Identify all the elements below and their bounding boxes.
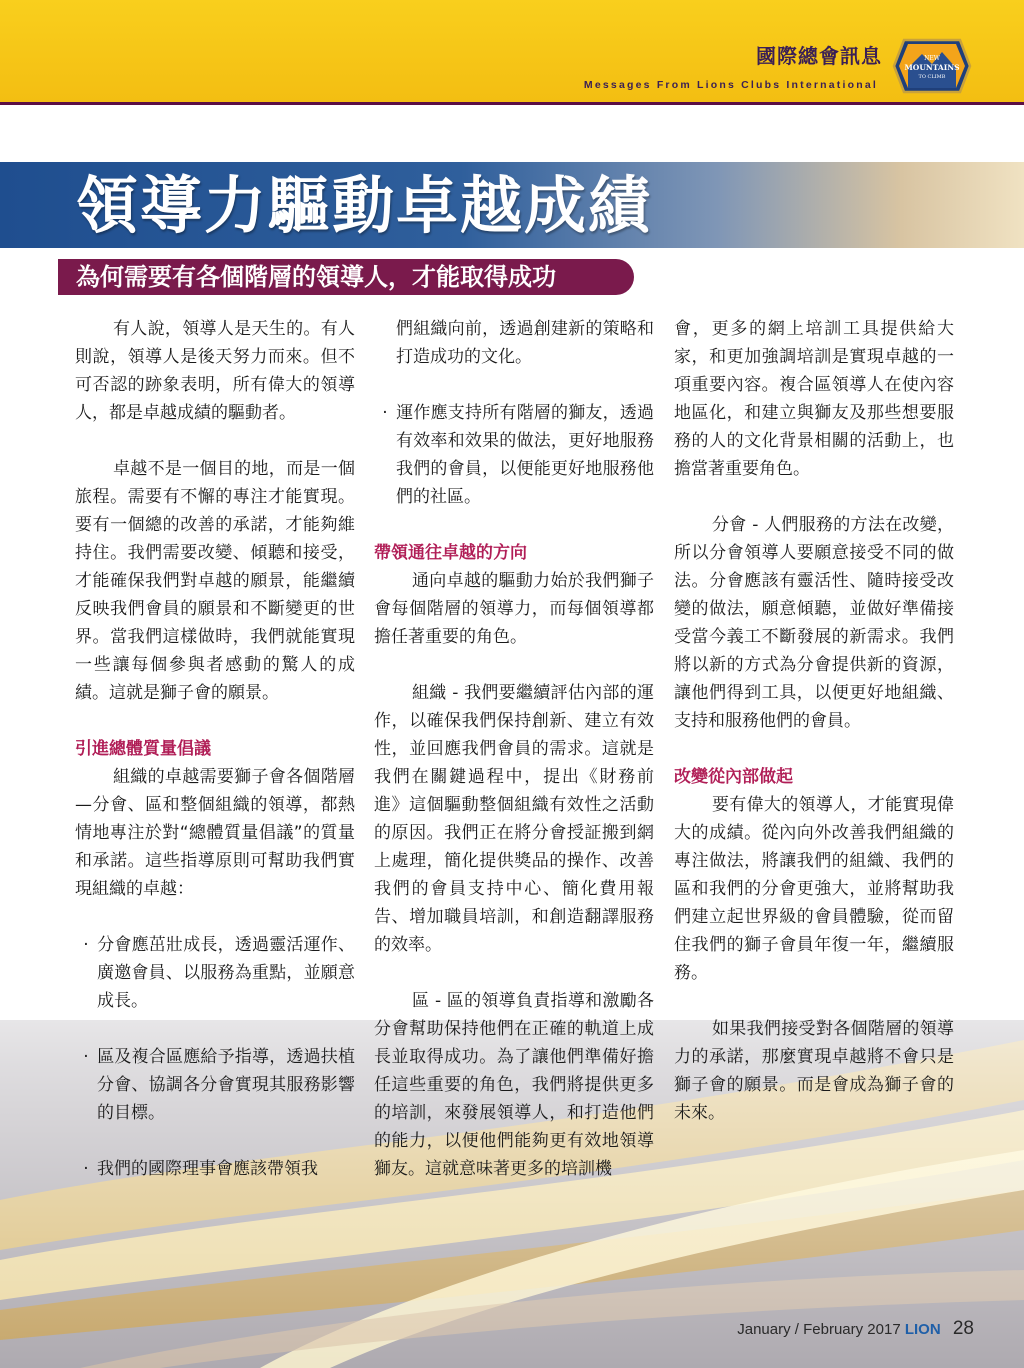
article-title: 領導力驅動卓越成績 xyxy=(76,169,653,242)
section-title: 國際總會訊息 xyxy=(756,44,882,68)
text-column-3 xyxy=(674,315,954,1127)
bullet-item: · 我們的國際理事會應該帶領我 xyxy=(75,1155,355,1183)
header-divider xyxy=(0,102,1024,105)
bullet-item: · 區及複合區應給予指導，透過扶植分會、協調各分會實現其服務影響的目標。 xyxy=(75,1043,355,1127)
new-mountains-to-climb-logo xyxy=(892,38,972,94)
paragraph: 卓越不是一個目的地，而是一個旅程。需要有不懈的專注才能實現。要有一個總的改善的承諾，才能夠維持住。我們需要改變、傾聽和接受，才能確保我們對卓越的願景，能繼續反映我們會員的願景和不斷變更的世界。當我們這樣做時，我們就能實現一些讓每個參與者感動的驚人的成績。這就是獅子會的願景。 xyxy=(75,459,355,703)
bullet-item: · 運作應支持所有階層的獅友，透過有效率和效果的做法，更好地服務我們的會員，以便能更好地服務他們的社區。 xyxy=(374,399,654,511)
paragraph: 通向卓越的驅動力始於我們獅子會每個階層的領導力，而每個領導都擔任著重要的角色。 xyxy=(374,571,654,647)
paragraph: 要有偉大的領導人，才能實現偉大的成績。從內向外改善我們組織的專注做法，將讓我們的組織、我們的區和我們的分會更強大，並將幫助我們建立起世界級的會員體驗，從而留住我們的獅子會員年復一年，繼續服務。 xyxy=(674,795,954,983)
paragraph: 組織的卓越需要獅子會各個階層—分會、區和整個組織的領導，都熱情地專注於對“總體質量倡議”的質量和承諾。這些指導原則可幫助我們實現組織的卓越： xyxy=(75,767,355,899)
paragraph: 會，更多的網上培訓工具提供給大家，和更加強調培訓是實現卓越的一項重要內容。複合區領導人在使內容地區化，和建立與獅友及那些想要服務的人的文化背景相關的活動上，也擔當著重要角色。 xyxy=(674,319,954,479)
section-heading: 帶領通往卓越的方向 xyxy=(374,543,527,563)
logo-text-2: MOUNTAINS xyxy=(904,63,960,72)
page-footer xyxy=(737,1318,974,1340)
paragraph: 有人說，領導人是天生的。有人則說，領導人是後天努力而來。但不可否認的跡象表明，所有偉大的領導人，都是卓越成績的驅動者。 xyxy=(75,319,355,423)
paragraph: 分會 - 人們服務的方法在改變，所以分會領導人要願意接受不同的做法。分會應該有靈活性、隨時接受改變的做法，願意傾聽，並做好準備接受當今義工不斷發展的新需求。我們將以新的方式為分會提供新的資源，讓他們得到工具，以便更好地組織、支持和服務他們的會員。 xyxy=(674,515,954,731)
bullet-dot-icon: · xyxy=(83,935,89,955)
bullet-dot-icon: · xyxy=(83,1047,89,1067)
magazine-name: LION xyxy=(904,1321,941,1338)
logo-text-1: NEW xyxy=(924,55,940,62)
issue-date: January / February 2017 xyxy=(737,1321,901,1338)
paragraph: 們組織向前，透過創建新的策略和打造成功的文化。 xyxy=(396,319,654,367)
page-number: 28 xyxy=(952,1318,974,1339)
section-heading: 引進總體質量倡議 xyxy=(75,739,211,759)
logo-text-3: TO CLIMB xyxy=(918,74,946,80)
section-subtitle: Messages From Lions Clubs International xyxy=(583,79,878,91)
section-heading: 改變從內部做起 xyxy=(674,767,793,787)
paragraph: 組織 - 我們要繼續評估內部的運作，以確保我們保持創新、建立有效性，並回應我們會員的需求。這就是我們在關鍵過程中，提出《財務前進》這個驅動整個組織有效性之活動的原因。我們正在將分會授証搬到網上處理，簡化提供獎品的操作、改善我們的會員支持中心、簡化費用報告、增加職員培訓，和創造翻譯服務的效率。 xyxy=(374,683,654,955)
bullet-dot-icon: · xyxy=(83,1159,89,1179)
bullet-dot-icon: · xyxy=(382,403,388,423)
bullet-item: · 分會應茁壯成長，透過靈活運作、廣邀會員、以服務為重點，並願意成長。 xyxy=(75,931,355,1015)
paragraph: 如果我們接受對各個階層的領導力的承諾，那麼實現卓越將不會只是獅子會的願景。而是會成為獅子會的未來。 xyxy=(674,1019,954,1123)
paragraph: 區 - 區的領導負責指導和激勵各分會幫助保持他們在正確的軌道上成長並取得成功。為了讓他們準備好擔任這些重要的角色，我們將提供更多的培訓，來發展領導人，和打造他們的能力，以便他們能夠更有效地領導獅友。這就意味著更多的培訓機 xyxy=(374,991,654,1179)
text-column-2 xyxy=(374,315,654,1183)
article-subtitle: 為何需要有各個階層的領導人，才能取得成功 xyxy=(58,259,634,295)
text-column-1 xyxy=(75,315,355,1183)
